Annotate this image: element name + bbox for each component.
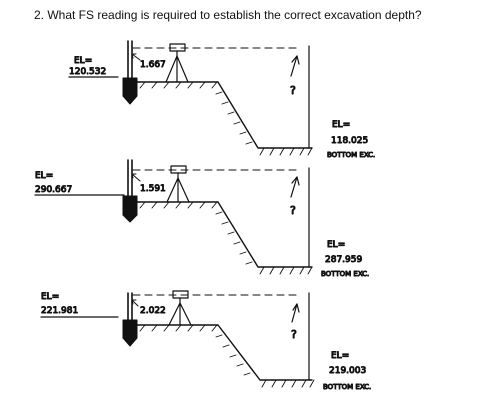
bm-elevation: 120.532	[69, 67, 107, 77]
bottom-label: EL=	[331, 351, 350, 361]
level-instrument	[167, 166, 189, 202]
bottom-note: BOTTOM EXC.	[321, 270, 370, 278]
diagram-1	[69, 41, 375, 159]
bm-elevation: 290.667	[35, 185, 73, 195]
bm-label: EL=	[35, 171, 54, 181]
benchmark-rod	[123, 160, 137, 222]
bottom-elevation: 118.025	[331, 136, 369, 146]
bm-label: EL=	[74, 56, 93, 66]
level-instrument	[166, 44, 188, 82]
backsight-reading: 1.591	[140, 184, 166, 194]
bottom-note: BOTTOM EXC.	[323, 383, 372, 391]
benchmark-rod	[123, 293, 137, 346]
question-text: 2. What FS reading is required to establish the correct excavation depth?	[34, 8, 422, 22]
bottom-elevation: 287.959	[325, 255, 363, 265]
backsight-reading: 2.022	[140, 306, 166, 316]
bm-label: EL=	[41, 292, 60, 302]
bottom-elevation: 219.003	[329, 366, 367, 376]
diagram-2	[35, 160, 369, 278]
ground-profile	[137, 202, 312, 267]
diagram-3	[41, 291, 371, 391]
benchmark-rod	[123, 41, 137, 104]
bottom-label: EL=	[332, 120, 351, 130]
ground-profile	[137, 325, 312, 380]
bottom-note: BOTTOM EXC.	[327, 151, 376, 159]
backsight-reading: 1.667	[140, 60, 166, 70]
bm-elevation: 221.981	[41, 306, 79, 316]
foresight-unknown: ?	[290, 84, 296, 97]
ground-profile	[137, 82, 312, 148]
foresight-unknown: ?	[290, 204, 296, 217]
foresight-unknown: ?	[291, 328, 297, 341]
level-instrument	[169, 291, 191, 325]
bottom-label: EL=	[327, 240, 346, 250]
